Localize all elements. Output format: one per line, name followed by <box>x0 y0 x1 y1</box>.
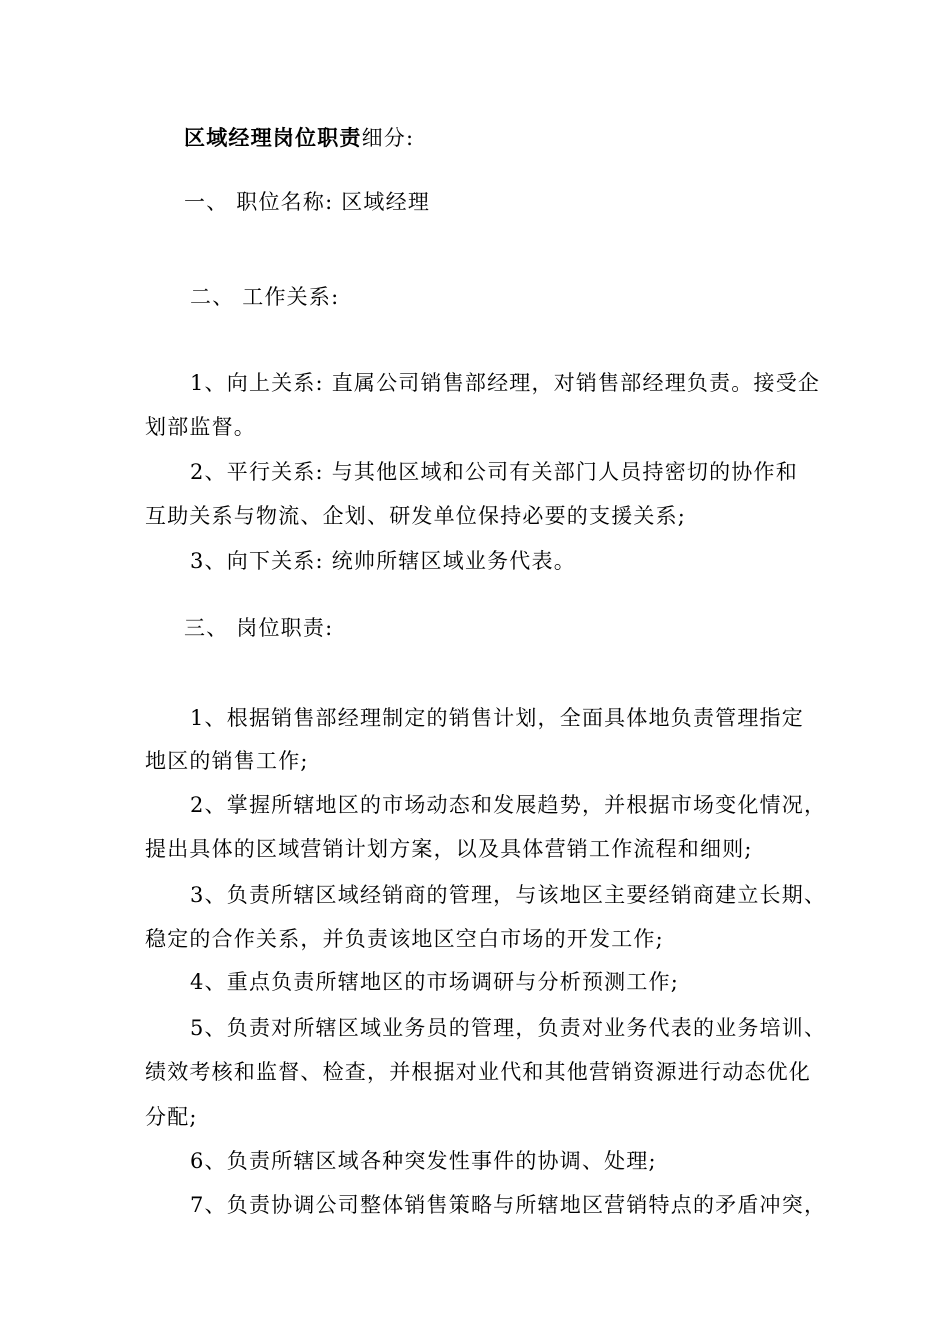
relation-upward-line1: 1、向上关系: 直属公司销售部经理，对销售部经理负责。接受企 <box>190 371 821 395</box>
duty-2-line2: 提出具体的区域营销计划方案，以及具体营销工作流程和细则; <box>145 837 753 861</box>
duty-3-line1: 3、负责所辖区域经销商的管理，与该地区主要经销商建立长期、 <box>190 883 827 907</box>
duty-1-line1: 1、根据销售部经理制定的销售计划，全面具体地负责管理指定 <box>190 706 804 730</box>
duty-7-line1: 7、负责协调公司整体销售策略与所辖地区营销特点的矛盾冲突， <box>190 1193 827 1217</box>
duty-6-line1: 6、负责所辖区域各种突发性事件的协调、处理; <box>190 1149 657 1173</box>
section-heading-duties: 三、 岗位职责: <box>184 616 334 640</box>
duty-3-line2: 稳定的合作关系，并负责该地区空白市场的开发工作; <box>145 927 664 951</box>
relation-downward-line1: 3、向下关系: 统帅所辖区域业务代表。 <box>190 549 576 573</box>
title-rest-text: 细分: <box>361 126 415 150</box>
duty-5-line1: 5、负责对所辖区域业务员的管理，负责对业务代表的业务培训、 <box>190 1016 827 1040</box>
document-title <box>184 123 414 153</box>
duty-2-line1: 2、掌握所辖地区的市场动态和发展趋势，并根据市场变化情况， <box>190 793 827 817</box>
relation-upward-line2: 划部监督。 <box>145 415 256 439</box>
duty-1-line2: 地区的销售工作; <box>145 749 309 773</box>
relation-parallel-line1: 2、平行关系: 与其他区域和公司有关部门人员持密切的协作和 <box>190 460 798 484</box>
section-heading-work-relations: 二、 工作关系: <box>190 285 340 309</box>
section-heading-position-name: 一、 职位名称: 区域经理 <box>184 190 431 214</box>
duty-4-line1: 4、重点负责所辖地区的市场调研与分析预测工作; <box>190 970 680 994</box>
relation-parallel-line2: 互助关系与物流、企划、研发单位保持必要的支援关系; <box>145 504 687 528</box>
duty-5-line2: 绩效考核和监督、检查，并根据对业代和其他营销资源进行动态优化 <box>145 1060 811 1084</box>
duty-5-line3: 分配; <box>145 1105 198 1129</box>
title-bold-text: 区域经理岗位职责 <box>184 125 362 150</box>
